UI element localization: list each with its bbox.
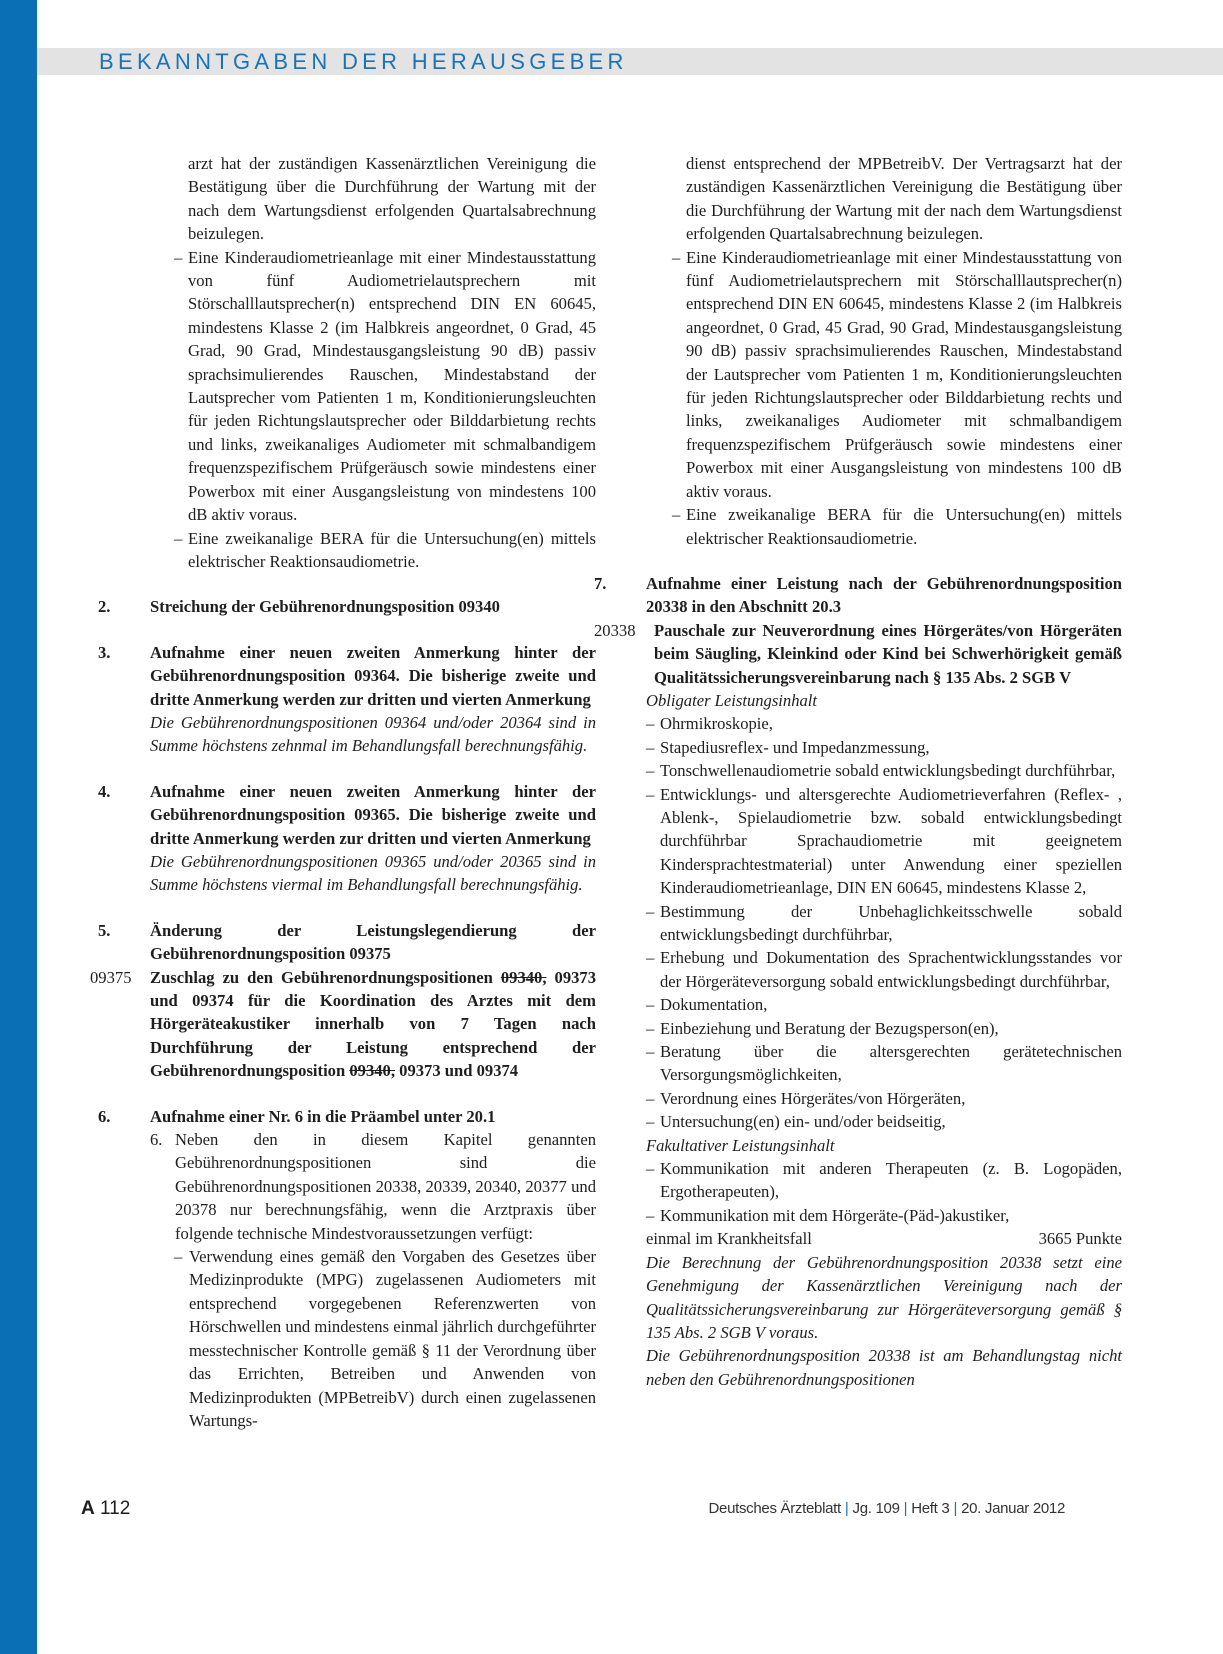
journal-citation: Deutsches Ärzteblatt | Jg. 109 | Heft 3 | 20. Januar 2012: [708, 1500, 1065, 1517]
right-dash-item-2: [624, 503, 1122, 550]
dash-bullet: –: [174, 1247, 183, 1267]
section-3: [98, 641, 596, 711]
dash-bullet: –: [646, 948, 655, 968]
fee-position-20338: [594, 619, 1122, 689]
dash-bullet: –: [646, 1018, 655, 1038]
section-number: 2.: [98, 597, 111, 617]
list-item-text: Beratung über die altersgerechten gerätetechnischen Versorgungsmöglichkeiten,: [660, 1042, 1122, 1085]
section-number: 5.: [98, 920, 111, 940]
section-6: [98, 1105, 596, 1128]
list-item: [646, 900, 1122, 947]
section-4-note: Die Gebührenordnungspositionen 09365 und/oder 20365 sind in Summe höchstens viermal im Behandlungsfall berechnungsfähig.: [150, 851, 596, 895]
left-dash-item-1: [98, 246, 596, 527]
page-number: [81, 1498, 130, 1520]
dash-bullet: –: [646, 784, 655, 804]
right-intro-text: dienst entsprechend der MPBetreibV. Der Vertragsarzt hat der zuständigen Kassenärztlichen Vereinigung die Bestätigung über die Durchführung der Wartung mit der nach dem Wartungsdienst erfolgenden Quartalsabrechnung beizulegen.: [686, 154, 1122, 244]
page-prefix: A: [81, 1498, 95, 1519]
list-item: [646, 759, 1122, 782]
list-item-text: Verordnung eines Hörgerätes/von Hörgeräten,: [660, 1088, 966, 1108]
optional-list: [646, 1157, 1122, 1227]
list-item: [646, 1157, 1122, 1204]
list-item: [646, 712, 1122, 735]
dash-bullet: –: [646, 761, 655, 781]
dash-text: Eine zweikanalige BERA für die Untersuchung(en) mittels elektrischer Reaktionsaudiometrie.: [686, 505, 1122, 548]
journal-issue: Heft 3: [911, 1500, 950, 1517]
section-3-note: Die Gebührenordnungspositionen 09364 und/oder 20364 sind in Summe höchstens zehnmal im Behandlungsfall berechnungsfähig.: [150, 712, 596, 756]
section-number: 3.: [98, 642, 111, 662]
left-column: [90, 152, 597, 1432]
list-item-text: Einbeziehung und Beratung der Bezugsperson(en),: [660, 1018, 999, 1038]
dash-bullet: –: [174, 528, 183, 548]
journal-date: 20. Januar 2012: [961, 1500, 1065, 1517]
list-item: [646, 1017, 1122, 1040]
optional-heading: Fakultativer Leistungsinhalt: [646, 1135, 835, 1155]
struck-code: 09340,: [349, 1061, 395, 1081]
section-number: 6.: [98, 1106, 111, 1126]
dash-bullet: –: [646, 901, 655, 921]
journal-volume: Jg. 109: [852, 1500, 900, 1517]
dash-bullet: –: [646, 995, 655, 1015]
item-label: 6.: [150, 1130, 163, 1150]
section-number: 4.: [98, 781, 111, 801]
list-item-text: Tonschwellenaudiometrie sobald entwicklungsbedingt durchführbar,: [660, 761, 1116, 781]
section-2: [98, 595, 596, 618]
left-intro-text: arzt hat der zuständigen Kassenärztlichen Vereinigung die Bestätigung über die Durchführung der Wartung mit der nach dem Wartungsdienst erfolgenden Quartalsabrechnung beizulegen.: [188, 154, 596, 244]
struck-code: 09340,: [500, 967, 547, 987]
dash-text: Eine zweikanalige BERA für die Untersuchung(en) mittels elektrischer Reaktionsaudiometrie.: [188, 528, 596, 571]
list-item-text: Ohrmikroskopie,: [660, 714, 773, 734]
dash-text: Verwendung eines gemäß den Vorgaben des Gesetzes über Medizinprodukte (MPG) zugelassenen Audiometers mit entsprechend vorgegebenen Referenzwerten von Hörschwellen und mindestens einmal jährlich durchgeführter messtechnischer Kontrolle gemäß § 11 der Verordnung über das Errichten, Betreiben und Anwenden von Medizinprodukten (MPBetreibV) durch einen zugelassenen Wartungs-: [189, 1247, 596, 1430]
list-item-text: Erhebung und Dokumentation des Sprachentwicklungsstandes vor der Hörgeräteversorgung sobald entwicklungsbedingt durchführbar,: [660, 948, 1122, 991]
section-number: 7.: [594, 573, 607, 593]
list-item-text: Bestimmung der Unbehaglichkeitsschwelle sobald entwicklungsbedingt durchführbar,: [660, 901, 1122, 944]
dash-text: Eine Kinderaudiometrieanlage mit einer Mindestausstattung von fünf Audiometrielautsprechern mit Störschalllautsprecher(n) entsprechend DIN EN 60645, mindestens Klasse 2 (im Halbkreis angeordnet, 0 Grad, 45 Grad, 90 Grad, Mindestausgangsleistung 90 dB) passiv sprachsimulierendes Rauschen, Mindestabstand der Lautsprecher vom Patienten 1 m, Konditionierungsleuchten für jeden Richtungslautsprecher oder Bilddarbietung rechts und links, zweikanaliges Audiometer mit schmalbandigem frequenzspezifischem Prüfgeräusch sowie mindestens einer Powerbox mit einer Ausgangsleistung von mindestens 100 dB aktiv voraus.: [686, 247, 1122, 501]
list-item: [646, 736, 1122, 759]
list-item-text: Entwicklungs- und altersgerechte Audiometrieverfahren (Reflex- , Ablenk-, Spielaudiometrie bzw. sobald entwicklungsbedingt durchführbar Sprachaudiometrie mit geeignetem Kindersprachtestmaterial) unter Anwendung einer speziellen Kinderaudiometrieanlage, DIN EN 60645, mindestens Klasse 2,: [660, 784, 1122, 898]
billing-frequency: einmal im Krankheitsfall: [646, 1229, 812, 1249]
section-header-title: BEKANNTGABEN DER HERAUSGEBER: [99, 49, 628, 74]
fee-description: Pauschale zur Neuverordnung eines Hörgerätes/von Hörgeräten beim Säugling, Kleinkind oder Kind bei Schwerhörigkeit gemäß Qualitätssicherungsvereinbarung nach § 135 Abs. 2 SGB V: [654, 620, 1122, 687]
fee-code: 20338: [594, 620, 636, 640]
item-text: Neben den in diesem Kapitel genannten Gebührenordnungspositionen sind die Gebührenordnungspositionen 20338, 20339, 20340, 20377 und 20378 nur berechnungsfähig, wenn die Arztpraxis über folgende technische Mindestvoraussetzungen verfügt:: [175, 1130, 596, 1243]
list-item-text: Stapediusreflex- und Impedanzmessung,: [660, 737, 930, 757]
list-item: [646, 1087, 1122, 1110]
obligatory-list: [646, 712, 1122, 1133]
list-item-text: Dokumentation,: [660, 995, 768, 1015]
section-5: [98, 919, 596, 966]
section-4: [98, 780, 596, 850]
fee-description: Zuschlag zu den Gebührenordnungspositionen 09340, 09373 und 09374 für die Koordination des Arztes mit dem Hörgeräteakustiker innerhalb von 7 Tagen nach Durchführung der Leistung entsprechend der Gebührenordnungsposition 09340, 09373 und 09374: [150, 967, 597, 1081]
list-item: [646, 783, 1122, 900]
dash-bullet: –: [646, 1112, 655, 1132]
section-title: Aufnahme einer Nr. 6 in die Präambel unter 20.1: [150, 1106, 496, 1126]
section-7: [594, 572, 1122, 619]
fee-code: 09375: [90, 967, 132, 987]
dash-bullet: –: [646, 737, 655, 757]
dash-bullet: –: [646, 1159, 655, 1179]
section-title: Streichung der Gebührenordnungsposition 09340: [150, 597, 500, 617]
preamble-item-6: [98, 1128, 596, 1245]
left-dash-item-2: [98, 527, 596, 574]
list-item: [646, 993, 1122, 1016]
accent-sidebar: [0, 0, 37, 1654]
fee-position-09375: [90, 966, 597, 1083]
list-item: [646, 946, 1122, 993]
dash-bullet: –: [646, 1042, 655, 1062]
preamble-dash-item: [98, 1245, 596, 1432]
section-title: Änderung der Leistungslegendierung der Gebührenordnungsposition 09375: [150, 920, 596, 964]
page-number-value: 112: [100, 1498, 131, 1519]
dash-text: Eine Kinderaudiometrieanlage mit einer Mindestausstattung von fünf Audiometrielautsprechern mit Störschalllautsprecher(n) entsprechend DIN EN 60645, mindestens Klasse 2 (im Halbkreis angeordnet, 0 Grad, 45 Grad, 90 Grad, Mindestausgangsleistung 90 dB) passiv sprachsimulierendes Rauschen, Mindestabstand der Lautsprecher vom Patienten 1 m, Konditionierungsleuchten für jeden Richtungslautsprecher oder Bilddarbietung rechts und links, zweikanaliges Audiometer mit schmalbandigem frequenzspezifischem Prüfgeräusch sowie mindestens einer Powerbox mit einer Ausgangsleistung von mindestens 100 dB aktiv voraus.: [188, 247, 596, 525]
points-value: 3665 Punkte: [1038, 1229, 1122, 1249]
list-item: [646, 1040, 1122, 1087]
journal-name: Deutsches Ärzteblatt: [708, 1500, 841, 1517]
dash-bullet: –: [646, 1088, 655, 1108]
dash-bullet: –: [672, 505, 681, 525]
dash-bullet: –: [646, 714, 655, 734]
right-column: [594, 152, 1122, 1391]
section-title: Aufnahme einer neuen zweiten Anmerkung hinter der Gebührenordnungsposition 09364. Die bisherige zweite und dritte Anmerkung werden zur dritten und vierten Anmerkung: [150, 642, 596, 709]
section-title: Aufnahme einer Leistung nach der Gebührenordnungsposition 20338 in den Abschnitt 20.3: [646, 573, 1122, 617]
list-item-text: Kommunikation mit dem Hörgeräte-(Päd-)akustiker,: [660, 1205, 1010, 1225]
obligatory-heading: Obligater Leistungsinhalt: [646, 690, 818, 710]
fee-content: [618, 689, 1122, 1391]
right-dash-item-1: [624, 246, 1122, 503]
dash-bullet: –: [174, 247, 183, 267]
section-title: Aufnahme einer neuen zweiten Anmerkung hinter der Gebührenordnungsposition 09365. Die bisherige zweite und dritte Anmerkung werden zur dritten und vierten Anmerkung: [150, 781, 596, 848]
dash-bullet: –: [646, 1205, 655, 1225]
list-item: [646, 1204, 1122, 1227]
dash-bullet: –: [672, 247, 681, 267]
note-approval: Die Berechnung der Gebührenordnungsposition 20338 setzt eine Genehmigung der Kassenärztlichen Vereinigung nach der Qualitätssicherungsvereinbarung zur Hörgeräteversorgung gemäß § 135 Abs. 2 SGB V voraus.: [646, 1252, 1122, 1342]
list-item: [646, 1110, 1122, 1133]
page-footer: [0, 1498, 1223, 1522]
points-line: [646, 1227, 1122, 1250]
list-item-text: Untersuchung(en) ein- und/oder beidseitig,: [660, 1112, 946, 1132]
note-exclusion: Die Gebührenordnungsposition 20338 ist am Behandlungstag nicht neben den Gebührenordnungspositionen: [646, 1346, 1122, 1389]
list-item-text: Kommunikation mit anderen Therapeuten (z. B. Logopäden, Ergotherapeuten),: [660, 1159, 1122, 1202]
